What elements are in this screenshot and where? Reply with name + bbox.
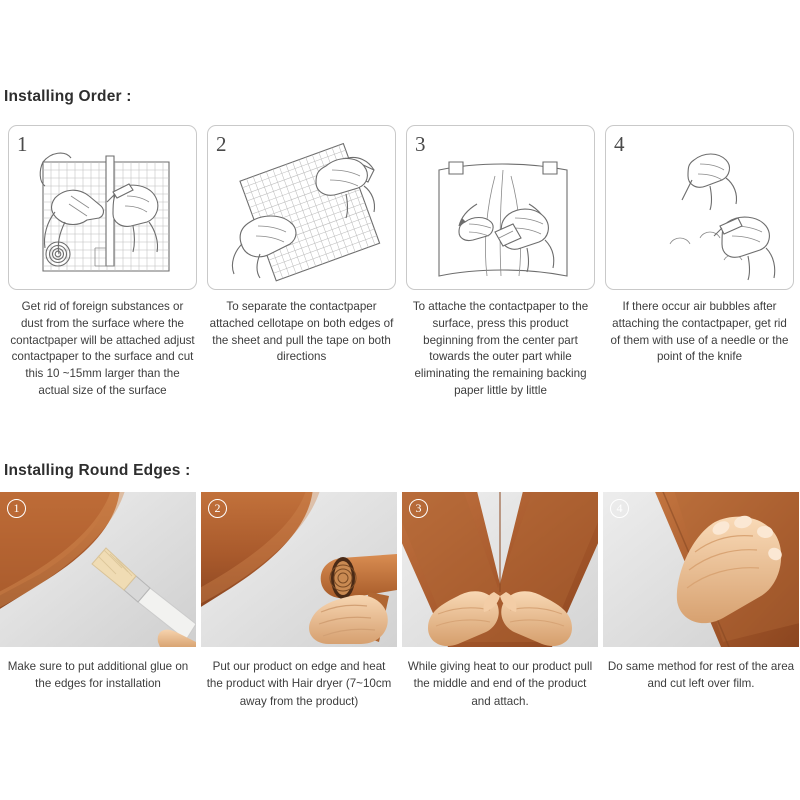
installing-round-edges-steps: [0, 492, 800, 710]
step-photo-panel: [0, 492, 196, 647]
step-item: [201, 492, 397, 710]
section-heading-installing-round-edges: Installing Round Edges :: [4, 462, 191, 479]
step-item: [603, 492, 799, 710]
step-item: [207, 125, 396, 400]
step-number: 3: [409, 499, 428, 518]
step-caption: Put our product on edge and heat the product with Hair dryer (7~10cm away from the product): [206, 660, 392, 708]
hand-hair-dryer-heating-icon: [201, 492, 397, 647]
step-number: 1: [17, 132, 28, 156]
installing-order-steps: [8, 125, 796, 400]
step-photo-panel: [402, 492, 598, 647]
section-heading-installing-order: Installing Order :: [4, 88, 132, 105]
step-item: [0, 492, 196, 710]
step-photo-panel: [603, 492, 799, 647]
step-illustration-panel: [406, 125, 595, 290]
hands-cutting-grid-sheet-icon: [9, 126, 197, 290]
step-item: [406, 125, 595, 400]
step-number: 4: [610, 499, 629, 518]
step-caption: If there occur air bubbles after attaching the contactpaper, get rid of them with use of a needle or the point of the knife: [610, 300, 789, 364]
step-caption: To separate the contactpaper attached cellotape on both edges of the sheet and pull the tape on both directions: [209, 300, 394, 364]
step-number: 2: [216, 132, 227, 156]
step-caption: To attache the contactpaper to the surface, press this product beginning from the center part towards the outer part while eliminating the remaining backing paper little by little: [412, 300, 589, 397]
step-item: [605, 125, 794, 400]
step-caption: While giving heat to our product pull the middle and end of the product and attach.: [407, 660, 593, 708]
step-number: 4: [614, 132, 625, 156]
hand-squeegee-pressing-sheet-icon: [407, 126, 595, 290]
step-caption: Do same method for rest of the area and cut left over film.: [607, 660, 795, 691]
hand-brush-applying-glue-icon: [0, 492, 196, 647]
step-number: 1: [7, 499, 26, 518]
step-illustration-panel: [605, 125, 794, 290]
step-caption: Make sure to put additional glue on the edges for installation: [7, 660, 189, 691]
step-number: 3: [415, 132, 426, 156]
step-caption: Get rid of foreign substances or dust from the surface where the contactpaper will be attached adjust contactpaper to the surface and cut this 10 ~15mm larger than the actual size of the surface: [10, 300, 195, 397]
two-hands-pulling-film-icon: [402, 492, 598, 647]
hands-peeling-grid-sheet-icon: [208, 126, 396, 290]
step-photo-panel-wrap: [402, 492, 598, 710]
step-photo-panel: [201, 492, 397, 647]
step-number: 2: [208, 499, 227, 518]
step-illustration-panel: [8, 125, 197, 290]
step-item: [8, 125, 197, 400]
hand-needle-popping-bubbles-icon: [606, 126, 794, 290]
step-illustration-panel: [207, 125, 396, 290]
hand-smoothing-film-corner-icon: [603, 492, 799, 647]
